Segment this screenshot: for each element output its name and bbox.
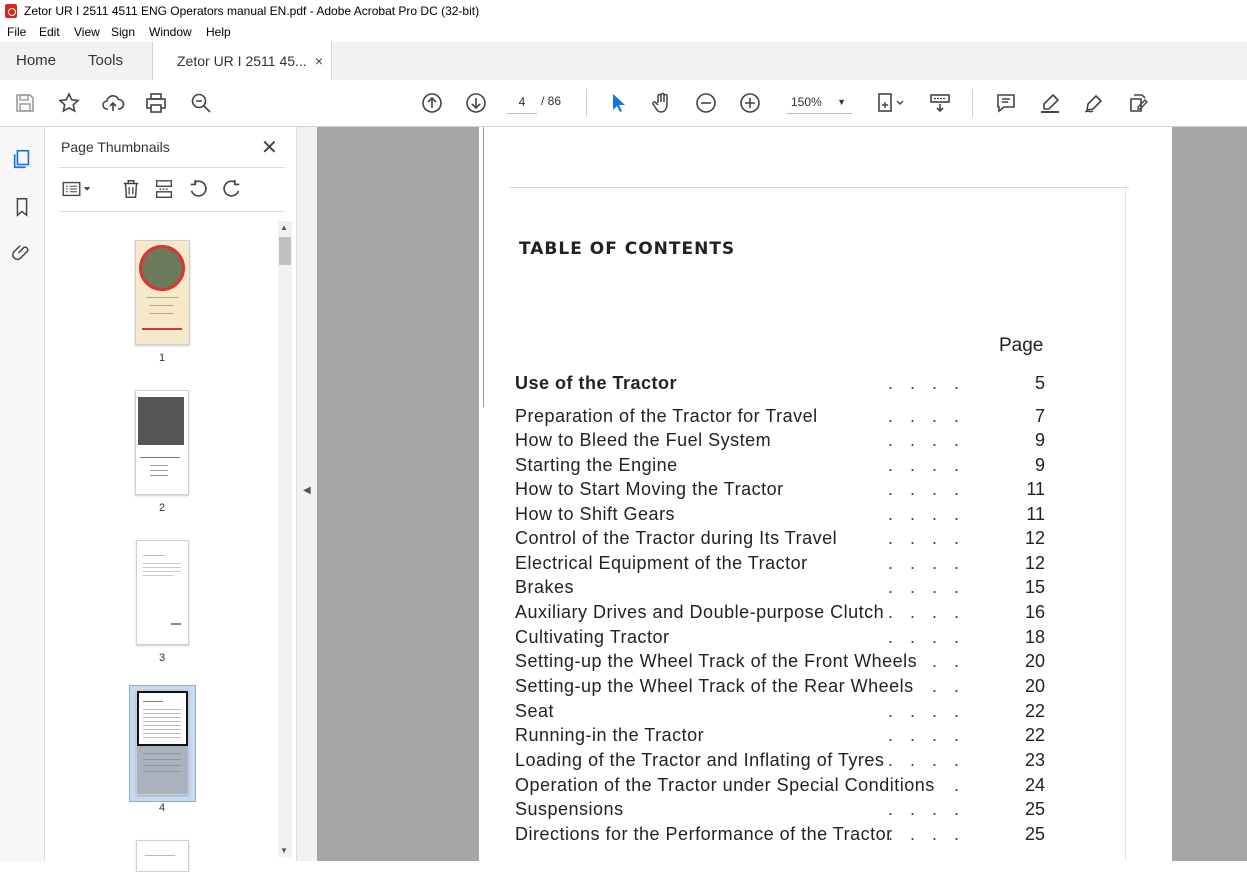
scan-noise-line — [509, 187, 1129, 188]
text-line — [143, 721, 181, 722]
toc-entry-label: Running-in the Tractor — [515, 725, 705, 745]
navigation-rail — [0, 127, 45, 861]
page-thumbnail-3[interactable] — [136, 540, 189, 645]
printer-icon — [144, 91, 168, 115]
cover-text-line — [146, 297, 178, 298]
toc-entry-label: Setting-up the Wheel Track of the Rear Wheels — [515, 676, 914, 696]
tab-home-label: Home — [16, 52, 57, 69]
highlighter-pen-icon — [1038, 91, 1062, 115]
toc-entry[interactable] — [515, 775, 1045, 799]
text-line — [143, 717, 181, 718]
toc-entry-page: 16 — [1024, 602, 1045, 622]
zoom-in-button[interactable] — [737, 90, 763, 116]
plus-circle-icon — [738, 91, 762, 115]
menu-help[interactable]: Help — [206, 25, 231, 39]
toc-entry-page: 11 — [1026, 504, 1045, 524]
pen-draw-icon — [1082, 91, 1106, 115]
acrobat-app-icon — [5, 4, 17, 18]
toc-leader-dots: . . . . — [887, 701, 965, 721]
text-line — [143, 725, 181, 726]
previous-page-button[interactable] — [419, 90, 445, 116]
toc-leader-dots: . . . . — [887, 799, 965, 819]
insert-page-icon — [153, 178, 175, 200]
toc-leader-dots: . . . . — [887, 528, 965, 548]
page-fit-icon — [876, 91, 906, 115]
toolbar-divider — [586, 89, 587, 117]
toc-entry[interactable] — [515, 553, 1045, 577]
tab-bar — [0, 42, 1247, 81]
thumbnail-number: 3 — [158, 652, 166, 664]
scan-edge-line — [483, 127, 484, 407]
text-line — [143, 765, 181, 766]
text-line — [143, 753, 181, 754]
toc-entry-label: Electrical Equipment of the Tractor — [515, 553, 808, 573]
text-line — [143, 737, 181, 738]
toc-entry[interactable] — [515, 528, 1045, 552]
toc-entry[interactable] — [515, 455, 1045, 479]
toc-entry-page: 25 — [1024, 799, 1045, 819]
toc-entry-label: How to Start Moving the Tractor — [515, 479, 784, 499]
trash-icon — [120, 178, 142, 200]
magnifier-minus-icon — [189, 91, 213, 115]
hand-icon — [650, 91, 674, 115]
page-thumbnail-4[interactable] — [136, 690, 189, 795]
text-line — [143, 709, 181, 710]
rotate-cw-icon — [221, 178, 243, 200]
toc-entry[interactable] — [515, 627, 1045, 651]
toc-entry[interactable] — [515, 504, 1045, 528]
collapse-panel-icon[interactable]: ◀ — [303, 485, 311, 496]
window-title: Zetor UR I 2511 4511 ENG Operators manual EN.pdf - Adobe Acrobat Pro DC (32-bit) — [24, 4, 480, 18]
zoom-search-button[interactable] — [188, 90, 214, 116]
comment-button[interactable] — [993, 90, 1019, 116]
toc-entry[interactable] — [515, 430, 1045, 454]
toc-entry[interactable] — [515, 651, 1045, 675]
page-thumbnail-1[interactable] — [135, 240, 190, 345]
toc-entry-page: 9 — [1034, 455, 1045, 475]
text-line — [143, 571, 181, 572]
bookmark-star-button[interactable] — [56, 90, 82, 116]
fill-sign-button[interactable] — [1125, 90, 1151, 116]
pdf-page — [479, 127, 1172, 861]
cover-text-line — [150, 305, 174, 306]
toc-entry-page: 20 — [1024, 651, 1045, 671]
page-thumbnails-panel — [45, 127, 295, 861]
text-line — [150, 475, 168, 476]
text-line — [143, 701, 163, 702]
toc-entry[interactable] — [515, 676, 1045, 700]
text-line — [143, 733, 181, 734]
panel-splitter[interactable] — [296, 127, 318, 861]
toc-entry[interactable] — [515, 577, 1045, 601]
toc-entry-page: 15 — [1024, 577, 1045, 597]
window-titlebar — [0, 0, 1247, 22]
menu-file[interactable]: File — [7, 25, 27, 39]
keyboard-scroll-icon — [928, 91, 952, 115]
paperclip-icon — [11, 242, 33, 264]
text-line — [143, 771, 181, 772]
text-line — [143, 567, 181, 568]
draw-button[interactable] — [1081, 90, 1107, 116]
page-number-input[interactable]: 4 — [507, 91, 537, 114]
text-line — [143, 713, 181, 714]
toc-entry[interactable] — [515, 602, 1045, 626]
zoom-level-value: 150% — [791, 95, 822, 109]
cover-text-line — [150, 313, 174, 314]
page-thumbnail-2[interactable] — [135, 390, 189, 495]
print-button[interactable] — [143, 90, 169, 116]
menu-view[interactable]: View — [74, 25, 100, 39]
toc-leader-dots: . . — [931, 651, 965, 671]
zoom-out-button[interactable] — [693, 90, 719, 116]
toc-entry[interactable] — [515, 750, 1045, 774]
save-icon — [13, 91, 37, 115]
toc-leader-dots: . . . . — [887, 553, 965, 573]
tab-document-label: Zetor UR I 2511 45... — [177, 53, 307, 69]
toc-entry[interactable] — [515, 824, 1045, 848]
bookmarks-rail-button[interactable] — [10, 195, 34, 219]
toc-entry-label: Seat — [515, 701, 555, 721]
rotate-right-button[interactable] — [220, 177, 244, 201]
toc-entry-label: How to Bleed the Fuel System — [515, 430, 772, 450]
star-icon — [57, 91, 81, 115]
scrollbar-thumb[interactable] — [279, 237, 291, 265]
toc-entry-label: Cultivating Tractor — [515, 627, 670, 647]
attachments-rail-button[interactable] — [10, 241, 34, 265]
thumbnail-number: 2 — [158, 502, 166, 514]
toc-entry-page: 18 — [1024, 627, 1045, 647]
menu-window[interactable]: Window — [149, 25, 192, 39]
toc-leader-dots: . . . . — [887, 627, 965, 647]
page-thumbnails-rail-button[interactable] — [10, 147, 34, 171]
text-line — [143, 555, 165, 556]
main-toolbar — [0, 80, 1247, 127]
toc-leader-dots: . — [953, 775, 965, 795]
tractor-cover-image — [139, 245, 185, 291]
bookmark-icon — [11, 196, 33, 218]
hand-tool-button[interactable] — [649, 90, 675, 116]
toc-entry[interactable] — [515, 406, 1045, 430]
toc-entry[interactable] — [515, 479, 1045, 503]
menu-bar — [0, 22, 1247, 42]
panel-divider — [59, 167, 285, 168]
cursor-arrow-icon — [606, 91, 630, 115]
toc-entry-label: How to Shift Gears — [515, 504, 676, 524]
toc-entry-page: 12 — [1024, 553, 1045, 573]
thumbnail-number: 1 — [158, 352, 166, 364]
toc-entry[interactable] — [515, 701, 1045, 725]
tractor-photo — [138, 397, 184, 445]
text-line — [143, 575, 173, 576]
thumbnail-options-button[interactable] — [59, 177, 95, 201]
toc-entry-page: 22 — [1024, 701, 1045, 721]
tab-home[interactable] — [16, 42, 76, 80]
select-tool-button[interactable] — [605, 90, 631, 116]
page-thumbnails-icon — [11, 148, 33, 170]
toolbar-divider — [972, 89, 973, 117]
toc-entry-label: Suspensions — [515, 799, 624, 819]
scrolling-mode-button[interactable] — [927, 90, 953, 116]
toc-leader-dots: . . . . — [887, 430, 965, 450]
tab-close-icon[interactable]: × — [314, 53, 323, 69]
toc-entry-page: 20 — [1024, 676, 1045, 696]
menu-edit[interactable]: Edit — [39, 25, 60, 39]
delete-pages-button[interactable] — [119, 177, 143, 201]
toc-entry-label: Setting-up the Wheel Track of the Front Wheels — [515, 651, 918, 671]
rotate-ccw-icon — [187, 178, 209, 200]
toc-entry-page: 11 — [1026, 479, 1045, 499]
toc-entry-label: Loading of the Tractor and Inflating of Tyres — [515, 750, 885, 770]
toc-entry-label: Preparation of the Tractor for Travel — [515, 406, 818, 426]
text-line — [140, 457, 180, 458]
toc-page-column-header: Page — [999, 335, 1044, 356]
tab-tools[interactable] — [88, 42, 148, 80]
tab-tools-label: Tools — [88, 52, 124, 69]
toc-leader-dots: . . . . — [887, 725, 965, 745]
document-viewer[interactable] — [317, 127, 1247, 861]
next-page-button[interactable] — [463, 90, 489, 116]
menu-sign[interactable]: Sign — [111, 25, 136, 39]
highlight-button[interactable] — [1037, 90, 1063, 116]
toc-leader-dots: . . . . — [887, 577, 965, 597]
extract-pages-button[interactable] — [152, 177, 176, 201]
toc-leader-dots: . . . . — [887, 373, 965, 393]
thumbnail-number: 4 — [158, 802, 166, 814]
toc-leader-dots: . . — [931, 676, 965, 696]
toc-entry-page: 22 — [1024, 725, 1045, 745]
toc-entry-page: 23 — [1024, 750, 1045, 770]
panel-close-icon[interactable]: ✕ — [261, 137, 278, 159]
stamp-edit-icon — [1126, 91, 1150, 115]
toc-heading: TABLE OF CONTENTS — [519, 239, 736, 259]
tab-document[interactable] — [152, 42, 332, 81]
upload-cloud-button[interactable] — [100, 90, 126, 116]
text-line — [143, 759, 181, 760]
page-total: / 86 — [541, 94, 562, 108]
toc-entry-label: Control of the Tractor during Its Travel — [515, 528, 838, 548]
toc-leader-dots: . . . . . — [865, 750, 965, 770]
toc-entry[interactable] — [515, 725, 1045, 749]
comment-icon — [994, 91, 1018, 115]
toc-entry-page: 24 — [1024, 775, 1045, 795]
minus-circle-icon — [694, 91, 718, 115]
toc-entry-label: Brakes — [515, 577, 575, 597]
toc-entry[interactable] — [515, 373, 1045, 397]
text-line — [143, 563, 181, 564]
toc-leader-dots: . . . . — [887, 406, 965, 426]
toc-entry-page: 25 — [1024, 824, 1045, 844]
text-line — [150, 470, 168, 471]
scan-edge-line — [1125, 185, 1126, 861]
toc-leader-dots: . . . . — [887, 504, 965, 524]
chevron-down-icon: ▼ — [837, 97, 846, 107]
panel-divider — [59, 211, 285, 212]
cover-red-title-line — [142, 328, 182, 330]
toc-entry-page: 12 — [1024, 528, 1045, 548]
text-line — [150, 465, 168, 466]
text-line — [143, 729, 181, 730]
thumbnails-scrollbar[interactable] — [278, 221, 292, 857]
text-line — [145, 855, 175, 856]
toc-entry[interactable] — [515, 799, 1045, 823]
toc-entry-label: Use of the Tractor — [515, 373, 678, 393]
toc-entry-page: 5 — [1034, 373, 1045, 393]
scroll-up-icon[interactable]: ▲ — [280, 223, 288, 232]
toc-leader-dots: . . . . — [887, 824, 965, 844]
toc-entry-label: Starting the Engine — [515, 455, 678, 475]
page-thumbnail-5[interactable] — [136, 840, 189, 872]
toc-entry-label: Directions for the Performance of the Tractor — [515, 824, 893, 844]
options-menu-icon — [60, 178, 94, 200]
toc-entry-label: Operation of the Tractor under Special Conditions — [515, 775, 935, 795]
toc-leader-dots: . . . . — [887, 479, 965, 499]
toc-entry-page: 7 — [1034, 406, 1045, 426]
save-button[interactable] — [12, 90, 38, 116]
arrow-down-circle-icon — [464, 91, 488, 115]
page-display-button[interactable] — [873, 90, 909, 116]
arrow-up-circle-icon — [420, 91, 444, 115]
toc-leader-dots: . . . . . — [865, 602, 965, 622]
toc-entry-page: 9 — [1034, 430, 1045, 450]
zoom-level-select[interactable] — [786, 91, 852, 114]
scroll-down-icon[interactable]: ▼ — [280, 846, 288, 855]
rotate-left-button[interactable] — [186, 177, 210, 201]
toc-leader-dots: . . . . — [887, 455, 965, 475]
cloud-upload-icon — [101, 91, 125, 115]
toc-entry-label: Auxiliary Drives and Double-purpose Clutch — [515, 602, 885, 622]
signature-mark — [171, 623, 181, 625]
panel-title: Page Thumbnails — [61, 139, 170, 155]
